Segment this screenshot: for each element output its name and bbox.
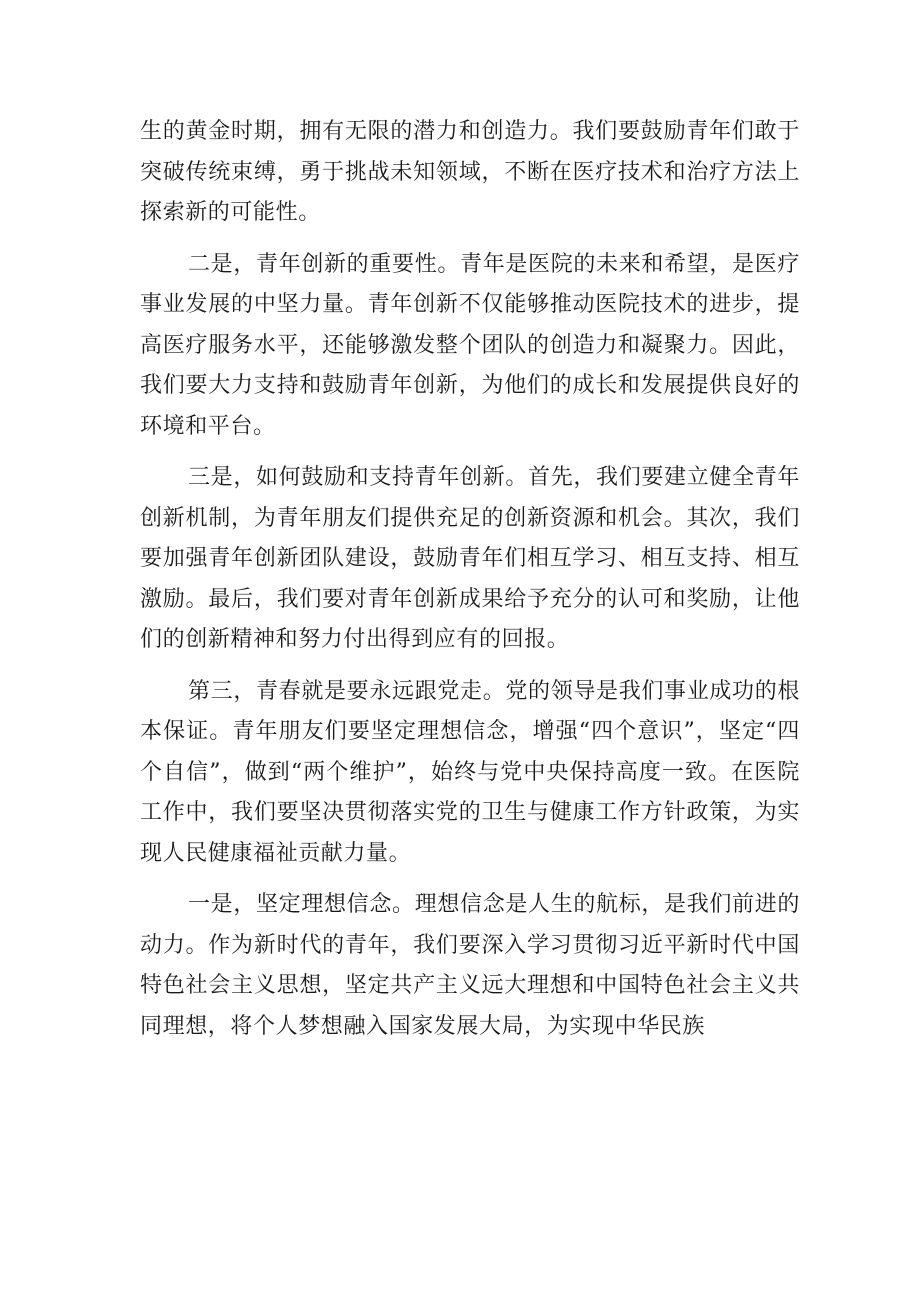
body-text <box>140 112 800 1058</box>
paragraph-firm-ideals: 一是，坚定理想信念。理想信念是人生的航标，是我们前进的动力。作为新时代的青年，我们要深入学习贯彻习近平新时代中国特色社会主义思想，坚定共产主义远大理想和中国特色社会主义共同理想，将个人梦想融入国家发展大局，为实现中华民族 <box>140 892 800 1039</box>
paragraph-continuation: 生的黄金时期，拥有无限的潜力和创造力。我们要鼓励青年们敢于突破传统束缚，勇于挑战未知领域，不断在医疗技术和治疗方法上探索新的可能性。 <box>140 119 800 225</box>
paragraph-support-youth-innovation: 三是，如何鼓励和支持青年创新。首先，我们要建立健全青年创新机制，为青年朋友们提供充足的创新资源和机会。其次，我们要加强青年创新团队建设，鼓励青年们相互学习、相互支持、相互激励。最后，我们要对青年创新成果给予充分的认可和奖励，让他们的创新精神和努力付出得到应有的回报。 <box>140 465 800 652</box>
paragraph-youth-innovation-importance: 二是，青年创新的重要性。青年是医院的未来和希望，是医疗事业发展的中坚力量。青年创新不仅能够推动医院技术的进步，提高医疗服务水平，还能够激发整个团队的创造力和凝聚力。因此，我们要大力支持和鼓励青年创新，为他们的成长和发展提供良好的环境和平台。 <box>140 251 800 439</box>
paragraph-follow-the-party: 第三，青春就是要永远跟党走。党的领导是我们事业成功的根本保证。青年朋友们要坚定理想信念，增强“四个意识”，坚定“四个自信”，做到“两个维护”，始终与党中央保持高度一致。在医院工作中，我们要坚决贯彻落实党的卫生与健康工作方针政策，为实现人民健康福祉贡献力量。 <box>140 678 800 866</box>
